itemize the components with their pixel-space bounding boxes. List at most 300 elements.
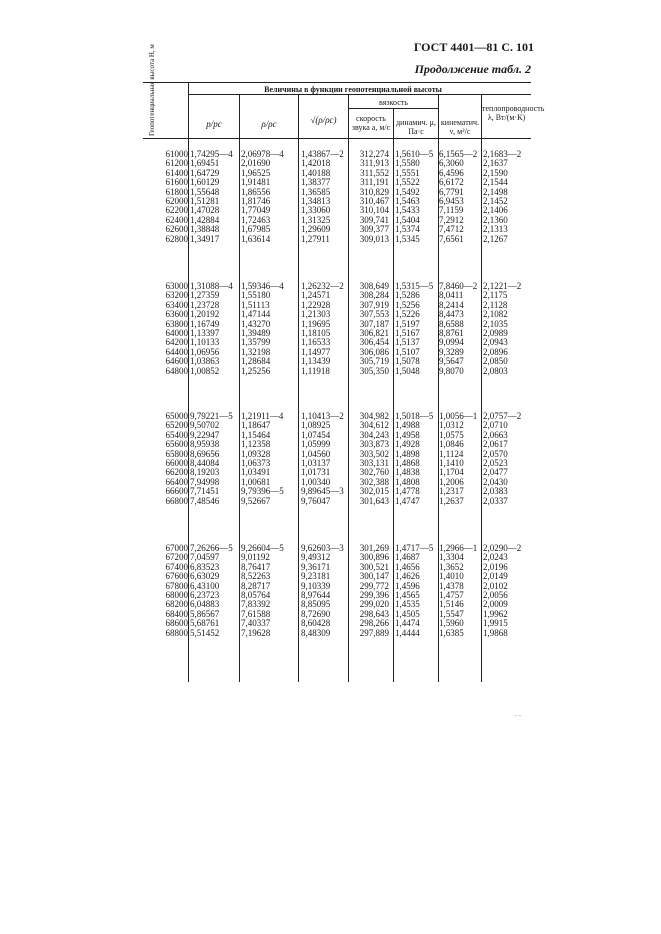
table-cell: 1,59346—4 <box>241 281 284 291</box>
table-cell: 1,4808 <box>395 476 420 487</box>
table-cell: 1,21911—4 <box>241 411 284 421</box>
table-cell: 8,6588 <box>439 318 464 329</box>
table-cell: 301,643 <box>359 495 389 506</box>
table-cell: 1,31325 <box>301 214 331 225</box>
table-cell: 312,274 <box>359 149 389 159</box>
table-cell: 63000 <box>165 281 188 291</box>
continuation-label: Продолжение табл. 2 <box>414 62 531 76</box>
table-cell: 1,2006 <box>439 476 464 487</box>
table-cell: 1,12358 <box>241 439 271 450</box>
footer-dots: . . <box>515 709 521 718</box>
table-cell: 2,0337 <box>483 495 508 506</box>
table-cell: 1,5433 <box>395 205 420 216</box>
table-cell: 1,04560 <box>301 448 331 459</box>
table-cell: 6,23723 <box>190 589 220 600</box>
table-cell: 1,1410 <box>439 457 464 468</box>
table-cell: 65800 <box>165 448 188 459</box>
table-cell: 7,6561 <box>439 233 464 244</box>
table-cell: 1,47028 <box>190 205 220 216</box>
table-cell: 2,1452 <box>483 195 508 206</box>
table-cell: 1,18647 <box>241 420 271 431</box>
table-cell: 7,40337 <box>241 618 271 629</box>
table-cell: 1,07454 <box>301 429 331 440</box>
table-cell: 2,0803 <box>483 365 508 376</box>
table-cell: 1,09328 <box>241 448 271 459</box>
table-cell: 1,27911 <box>301 233 330 244</box>
table-cell: 9,89645—3 <box>301 486 344 497</box>
table-cell: 9,0994 <box>439 337 464 348</box>
table-cell: 61800 <box>165 186 188 197</box>
table-cell: 6,43100 <box>190 580 220 591</box>
table-cell: 9,50702 <box>190 420 220 431</box>
table-cell: 67800 <box>165 580 188 591</box>
table-cell: 67200 <box>165 552 188 563</box>
table-cell: 62400 <box>165 214 188 225</box>
table-block <box>143 544 531 638</box>
table-cell: 311,191 <box>360 177 389 188</box>
table-cell: 2,0523 <box>483 457 508 468</box>
table-cell: 1,5137 <box>395 337 420 348</box>
table-cell: 9,5647 <box>439 356 464 367</box>
table-cell: 2,0196 <box>483 561 508 572</box>
table-cell: 9,3289 <box>439 346 464 357</box>
table-cell: 1,55180 <box>241 290 271 301</box>
table-cell: 7,8460—2 <box>439 281 478 291</box>
pressure-ratio-header: p/pc <box>206 119 222 129</box>
table-cell: 1,55648 <box>190 186 220 197</box>
table-cell: 1,3652 <box>439 561 464 572</box>
table-cell: 1,00340 <box>301 476 331 487</box>
table-cell: 1,39489 <box>241 327 271 338</box>
table-cell: 1,5078 <box>395 356 420 367</box>
table-cell: 64400 <box>165 346 188 357</box>
table-cell: 7,94998 <box>190 476 220 487</box>
table-cell: 307,187 <box>359 318 389 329</box>
table-cell: 306,086 <box>359 346 389 357</box>
table-cell: 7,19628 <box>241 627 271 638</box>
table-cell: 66600 <box>165 486 188 497</box>
table-cell: 2,0149 <box>483 571 508 582</box>
table-cell: 9,8070 <box>439 365 464 376</box>
table-cell: 1,4928 <box>395 439 420 450</box>
table-cell: 9,79221—5 <box>190 411 233 421</box>
table-cell: 2,1035 <box>483 318 508 329</box>
table-cell: 8,72690 <box>301 608 331 619</box>
table-cell: 6,4596 <box>439 167 464 178</box>
table-cell: 2,0617 <box>483 439 508 450</box>
table-cell: 2,1221—2 <box>483 281 522 291</box>
table-cell: 1,16749 <box>190 318 220 329</box>
table-cell: 8,44084 <box>190 457 220 468</box>
table-cell: 1,91481 <box>241 177 271 188</box>
table-cell: 2,1637 <box>483 158 508 169</box>
table-cell: 309,741 <box>359 214 389 225</box>
table-cell: 2,1406 <box>483 205 508 216</box>
table-cell: 2,1082 <box>483 309 508 320</box>
table-cell: 1,6385 <box>439 627 464 638</box>
table-cell: 1,5345 <box>395 233 420 244</box>
table-cell: 1,5960 <box>439 618 464 629</box>
table-cell: 1,67985 <box>241 224 271 235</box>
table-cell: 1,03137 <box>301 457 331 468</box>
table-cell: 1,4988 <box>395 420 420 431</box>
table-cell: 1,5547 <box>439 608 464 619</box>
table-cell: 61000 <box>165 149 188 159</box>
table-cell: 1,4596 <box>395 580 420 591</box>
table-cell: 2,0009 <box>483 599 508 610</box>
table-cell: 297,889 <box>359 627 389 638</box>
table-cell: 1,4868 <box>395 457 420 468</box>
table-cell: 303,502 <box>359 448 389 459</box>
table-cell: 1,4687 <box>395 552 420 563</box>
table-cell: 304,612 <box>359 420 389 431</box>
table-cell: 1,42018 <box>301 158 331 169</box>
table-block <box>143 282 531 376</box>
table-cell: 6,04883 <box>190 599 220 610</box>
table-cell: 1,31088—4 <box>190 281 233 291</box>
table-cell: 310,467 <box>359 195 389 206</box>
table-cell: 6,63029 <box>190 571 220 582</box>
table-cell: 68800 <box>165 627 188 638</box>
table-cell: 1,01731 <box>301 467 331 478</box>
table-cell: 1,29609 <box>301 224 331 235</box>
table-cell: 1,21303 <box>301 309 331 320</box>
table-cell: 2,0710 <box>483 420 508 431</box>
table-cell: 61600 <box>165 177 188 188</box>
table-cell: 309,013 <box>359 233 389 244</box>
table-cell: 8,95938 <box>190 439 220 450</box>
table-cell: 311,552 <box>360 167 389 178</box>
table-cell: 6,1565—2 <box>439 149 478 159</box>
table-cell: 1,9962 <box>483 608 508 619</box>
table-cell: 2,1313 <box>483 224 508 235</box>
table-cell: 1,5522 <box>395 177 420 188</box>
table-cell: 1,63614 <box>241 233 271 244</box>
table-cell: 306,821 <box>359 327 389 338</box>
table-cell: 6,9453 <box>439 195 464 206</box>
table-cell: 1,20192 <box>190 309 220 320</box>
table-cell: 1,43867—2 <box>301 149 344 159</box>
table-cell: 2,0102 <box>483 580 508 591</box>
table-cell: 300,896 <box>359 552 389 563</box>
table-cell: 8,69656 <box>190 448 220 459</box>
header-bottom-rule <box>143 138 531 139</box>
table-cell: 298,266 <box>359 618 389 629</box>
table-cell: 1,5610—5 <box>395 149 434 159</box>
table-cell: 9,79396—5 <box>241 486 284 497</box>
table-row <box>143 367 531 376</box>
sqrt-density-ratio-header: √(ρ/ρc) <box>310 115 337 125</box>
table-cell: 9,10339 <box>301 580 331 591</box>
table-cell: 1,14977 <box>301 346 331 357</box>
table-cell: 1,3304 <box>439 552 464 563</box>
table-cell: 1,86556 <box>241 186 271 197</box>
table-cell: 1,06373 <box>241 457 271 468</box>
table-cell: 1,4444 <box>395 627 420 638</box>
table-cell: 1,00852 <box>190 365 220 376</box>
table-cell: 2,0757—2 <box>483 411 522 421</box>
table-cell: 2,06978—4 <box>241 149 284 159</box>
table-cell: 1,4626 <box>395 571 420 582</box>
table-cell: 1,34917 <box>190 233 220 244</box>
table-cell: 68200 <box>165 599 188 610</box>
table-cell: 302,015 <box>359 486 389 497</box>
table-cell: 1,5374 <box>395 224 420 235</box>
table-cell: 63800 <box>165 318 188 329</box>
table-row <box>143 235 531 244</box>
table-cell: 1,60129 <box>190 177 220 188</box>
table-cell: 2,1498 <box>483 186 508 197</box>
table-cell: 64200 <box>165 337 188 348</box>
table-cell: 1,32198 <box>241 346 271 357</box>
table-cell: 1,9868 <box>483 627 508 638</box>
table-cell: 1,5197 <box>395 318 420 329</box>
table-cell: 1,28684 <box>241 356 271 367</box>
table-cell: 1,08925 <box>301 420 331 431</box>
table-cell: 1,0312 <box>439 420 464 431</box>
table-cell: 1,5492 <box>395 186 420 197</box>
table-cell: 9,76047 <box>301 495 331 506</box>
table-cell: 2,1175 <box>483 290 508 301</box>
table-cell: 1,4838 <box>395 467 420 478</box>
table-cell: 1,4565 <box>395 589 420 600</box>
table-cell: 299,396 <box>359 589 389 600</box>
table-cell: 2,0056 <box>483 589 508 600</box>
table-cell: 7,48546 <box>190 495 220 506</box>
table-cell: 8,8761 <box>439 327 464 338</box>
table-cell: 68400 <box>165 608 188 619</box>
table-cell: 9,01192 <box>241 552 270 563</box>
table-cell: 1,5315—5 <box>395 281 434 291</box>
table-cell: 7,04597 <box>190 552 220 563</box>
table-cell: 1,4778 <box>395 486 420 497</box>
table-cell: 1,51113 <box>241 299 270 310</box>
table-cell: 2,0430 <box>483 476 508 487</box>
table-cell: 1,25256 <box>241 365 271 376</box>
table-cell: 300,147 <box>359 571 389 582</box>
table-cell: 1,96525 <box>241 167 271 178</box>
table-cell: 2,0896 <box>483 346 508 357</box>
table-cell: 8,2414 <box>439 299 464 310</box>
table-cell: 2,1267 <box>483 233 508 244</box>
table-cell: 1,00681 <box>241 476 271 487</box>
table-cell: 1,0575 <box>439 429 464 440</box>
table-cell: 307,553 <box>359 309 389 320</box>
table-cell: 1,42884 <box>190 214 220 225</box>
table-cell: 1,4656 <box>395 561 420 572</box>
table-cell: 66800 <box>165 495 188 506</box>
table-cell: 1,5048 <box>395 365 420 376</box>
table-cell: 1,4378 <box>439 580 464 591</box>
table-cell: 9,22947 <box>190 429 220 440</box>
table-cell: 7,4712 <box>439 224 464 235</box>
table-cell: 63200 <box>165 290 188 301</box>
table-cell: 5,86567 <box>190 608 220 619</box>
table-cell: 1,72463 <box>241 214 271 225</box>
table-cell: 308,284 <box>359 290 389 301</box>
table-cell: 8,28717 <box>241 580 271 591</box>
table-cell: 9,36171 <box>301 561 331 572</box>
table-cell: 310,829 <box>359 186 389 197</box>
table-cell: 299,020 <box>359 599 389 610</box>
table-cell: 61200 <box>165 158 188 169</box>
table-row <box>143 497 531 506</box>
table-cell: 1,4958 <box>395 429 420 440</box>
table-cell: 1,5146 <box>439 599 464 610</box>
table-cell: 1,0846 <box>439 439 464 450</box>
table-cell: 1,11918 <box>301 365 330 376</box>
table-cell: 1,03863 <box>190 356 220 367</box>
table-cell: 1,19695 <box>301 318 331 329</box>
table-cell: 64600 <box>165 356 188 367</box>
table-cell: 1,5018—5 <box>395 411 434 421</box>
table-cell: 63600 <box>165 309 188 320</box>
table-cell: 1,4505 <box>395 608 420 619</box>
table-cell: 306,454 <box>359 337 389 348</box>
table-cell: 1,1124 <box>439 448 464 459</box>
table-cell: 1,13397 <box>190 327 220 338</box>
table-cell: 66200 <box>165 467 188 478</box>
table-cell: 1,03491 <box>241 467 271 478</box>
table-cell: 1,34813 <box>301 195 331 206</box>
table-cell: 304,982 <box>359 411 389 421</box>
table-cell: 7,26266—5 <box>190 543 233 553</box>
table-cell: 1,16533 <box>301 337 331 348</box>
table-cell: 1,4757 <box>439 589 464 600</box>
page-header: ГОСТ 4401—81 С. 101 <box>413 40 534 54</box>
table-cell: 307,919 <box>359 299 389 310</box>
table-cell: 1,26232—2 <box>301 281 344 291</box>
table-cell: 9,49312 <box>301 552 331 563</box>
table-cell: 1,4010 <box>439 571 464 582</box>
table-block <box>143 412 531 506</box>
table-cell: 8,4473 <box>439 309 464 320</box>
table-cell: 1,4747 <box>395 495 420 506</box>
table-cell: 2,0850 <box>483 356 508 367</box>
table-cell: 6,83523 <box>190 561 220 572</box>
table-cell: 1,9915 <box>483 618 508 629</box>
table-cell: 2,0477 <box>483 467 508 478</box>
table-cell: 2,0383 <box>483 486 508 497</box>
table-cell: 2,0989 <box>483 327 508 338</box>
table-cell: 61400 <box>165 167 188 178</box>
table-cell: 62000 <box>165 195 188 206</box>
table-cell: 1,4898 <box>395 448 420 459</box>
table-cell: 1,5286 <box>395 290 420 301</box>
table-cell: 1,74295—4 <box>190 149 233 159</box>
table-cell: 1,24571 <box>301 290 331 301</box>
table-top-rule <box>143 82 531 83</box>
kinematic-viscosity-header: кинематич. ν, м²/с <box>440 118 480 136</box>
table-cell: 1,10133 <box>190 337 220 348</box>
table-cell: 8,85095 <box>301 599 331 610</box>
table-cell: 62600 <box>165 224 188 235</box>
table-cell: 8,48309 <box>301 627 331 638</box>
table-cell: 1,5226 <box>395 309 420 320</box>
table-cell: 1,23728 <box>190 299 220 310</box>
table-cell: 2,1128 <box>483 299 508 310</box>
table-cell: 5,68761 <box>190 618 220 629</box>
table-cell: 2,01690 <box>241 158 271 169</box>
table-cell: 67600 <box>165 571 188 582</box>
dynamic-viscosity-header: динамич. μ, Па·с <box>396 118 436 136</box>
table-cell: 1,4535 <box>395 599 420 610</box>
table-cell: 2,1544 <box>483 177 508 188</box>
table-cell: 310,104 <box>359 205 389 216</box>
table-cell: 6,3060 <box>439 158 464 169</box>
table-cell: 6,7791 <box>439 186 464 197</box>
table-cell: 1,38377 <box>301 177 331 188</box>
table-cell: 8,97644 <box>301 589 331 600</box>
table-block <box>143 150 531 244</box>
table-cell: 1,5580 <box>395 158 420 169</box>
table-cell: 7,1159 <box>439 205 464 216</box>
table-cell: 1,05999 <box>301 439 331 450</box>
table-cell: 1,5551 <box>395 167 420 178</box>
table-cell: 67000 <box>165 543 188 553</box>
group-header: Величины в функции геопотенциальной высоты <box>264 85 442 94</box>
table-cell: 2,0663 <box>483 429 508 440</box>
table-cell: 9,26604—5 <box>241 543 284 553</box>
table-cell: 7,2912 <box>439 214 464 225</box>
table-cell: 2,1360 <box>483 214 508 225</box>
table-cell: 1,47144 <box>241 309 271 320</box>
table-cell: 301,269 <box>359 543 389 553</box>
viscosity-header: вязкость <box>379 98 408 107</box>
table-cell: 303,131 <box>359 457 389 468</box>
table-cell: 1,15464 <box>241 429 271 440</box>
table-cell: 8,52263 <box>241 571 271 582</box>
table-cell: 302,760 <box>359 467 389 478</box>
table-cell: 2,0243 <box>483 552 508 563</box>
table-cell: 65600 <box>165 439 188 450</box>
table-cell: 66000 <box>165 457 188 468</box>
table-cell: 1,35799 <box>241 337 271 348</box>
height-column-header: Геопотенциальная высота H, м <box>148 44 156 136</box>
table-cell: 65200 <box>165 420 188 431</box>
table-cell: 1,81746 <box>241 195 271 206</box>
table-cell: 2,1683—2 <box>483 149 522 159</box>
table-cell: 1,36585 <box>301 186 331 197</box>
table-cell: 1,18105 <box>301 327 331 338</box>
table-cell: 1,2637 <box>439 495 464 506</box>
table-row <box>143 629 531 638</box>
table-cell: 305,350 <box>359 365 389 376</box>
table-cell: 7,83392 <box>241 599 271 610</box>
table-cell: 1,38848 <box>190 224 220 235</box>
table-cell: 305,719 <box>359 356 389 367</box>
table-cell: 8,19203 <box>190 467 220 478</box>
table-cell: 309,377 <box>359 224 389 235</box>
table-cell: 9,62603—3 <box>301 543 344 553</box>
table-cell: 311,913 <box>360 158 389 169</box>
table-cell: 1,5107 <box>395 346 420 357</box>
table-cell: 9,52667 <box>241 495 271 506</box>
table-cell: 64800 <box>165 365 188 376</box>
table-cell: 68600 <box>165 618 188 629</box>
table-cell: 64000 <box>165 327 188 338</box>
table-cell: 1,13439 <box>301 356 331 367</box>
table-cell: 1,69451 <box>190 158 220 169</box>
table-cell: 7,71451 <box>190 486 220 497</box>
density-ratio-header: ρ/ρc <box>261 119 277 129</box>
table-cell: 1,5404 <box>395 214 420 225</box>
table-cell: 5,51452 <box>190 627 220 638</box>
table-cell: 1,27359 <box>190 290 220 301</box>
table-cell: 8,76417 <box>241 561 271 572</box>
table-cell: 1,06956 <box>190 346 220 357</box>
table-cell: 1,5167 <box>395 327 420 338</box>
